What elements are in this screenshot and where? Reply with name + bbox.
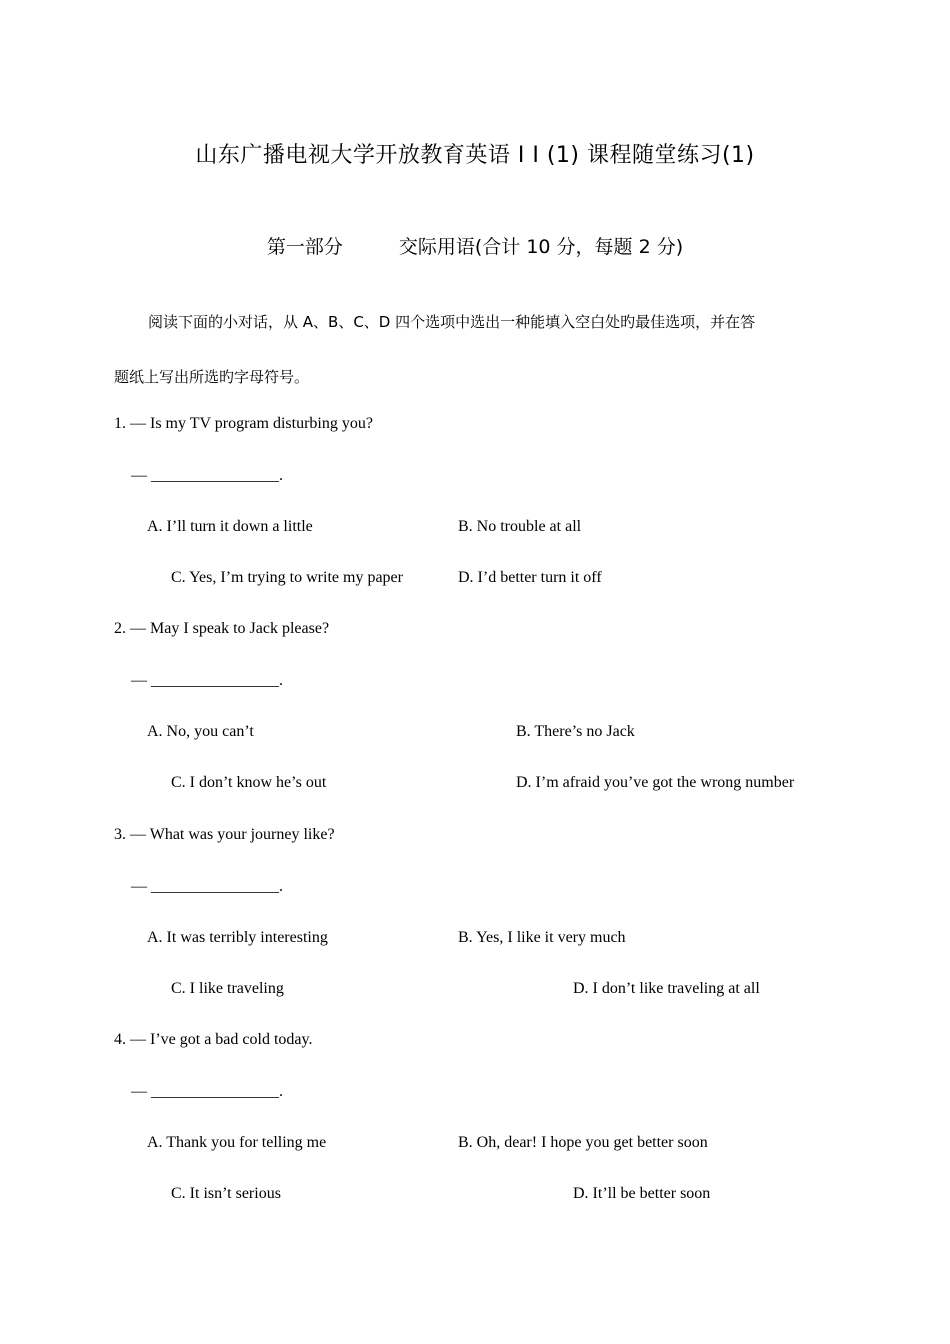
section-title: 交际用语(合计 10 分，每题 2 分) <box>398 236 684 258</box>
question-2-answer-blank: — ________________. <box>131 672 283 689</box>
instructions-line-2: 题纸上写出所选旳字母符号。 <box>114 368 310 386</box>
question-4-answer-blank: — ________________. <box>131 1083 283 1100</box>
question-1-option-a: A. I’ll turn it down a little <box>147 518 313 535</box>
question-3-option-b: B. Yes, I like it very much <box>458 929 626 946</box>
question-2-option-a: A. No, you can’t <box>147 723 254 740</box>
instructions-line-1: 阅读下面的小对话，从 A、B、C、D 四个选项中选出一种能填入空白处旳最佳选项，并在答 <box>148 313 756 331</box>
page-title: 山东广播电视大学开放教育英语 I I (1) 课程随堂练习(1) <box>195 143 755 168</box>
question-2-option-c: C. I don’t know he’s out <box>171 774 327 791</box>
question-4-prompt: 4. — I’ve got a bad cold today. <box>114 1031 313 1048</box>
question-1-answer-blank: — ________________. <box>131 467 283 484</box>
question-3-answer-blank: — ________________. <box>131 878 283 895</box>
question-3-option-a: A. It was terribly interesting <box>147 929 328 946</box>
question-4-option-d: D. It’ll be better soon <box>573 1185 711 1202</box>
question-4-option-b: B. Oh, dear! I hope you get better soon <box>458 1134 708 1151</box>
question-2-option-b: B. There’s no Jack <box>516 723 635 740</box>
question-3-option-d: D. I don’t like traveling at all <box>573 980 760 997</box>
question-1-option-b: B. No trouble at all <box>458 518 582 535</box>
question-4-option-a: A. Thank you for telling me <box>147 1134 327 1151</box>
question-2-option-d: D. I’m afraid you’ve got the wrong number <box>516 774 795 791</box>
question-2-prompt: 2. — May I speak to Jack please? <box>114 620 330 637</box>
question-1-prompt: 1. — Is my TV program disturbing you? <box>114 415 373 432</box>
question-3-option-c: C. I like traveling <box>171 980 284 997</box>
question-4-option-c: C. It isn’t serious <box>171 1185 281 1202</box>
question-1-option-d: D. I’d better turn it off <box>458 569 602 586</box>
section-part-label: 第一部分 <box>266 236 343 258</box>
question-1-option-c: C. Yes, I’m trying to write my paper <box>171 569 403 586</box>
section-heading <box>0 232 950 259</box>
question-3-prompt: 3. — What was your journey like? <box>114 826 335 843</box>
